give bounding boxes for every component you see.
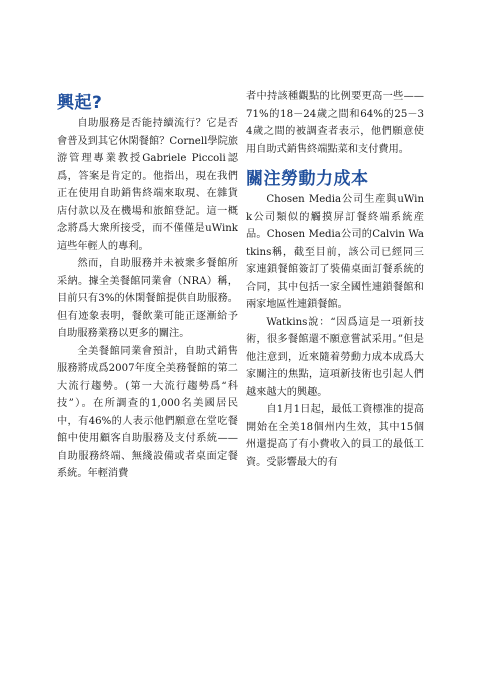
right-column	[246, 88, 424, 471]
paragraph: 然而，自助服務并未被衆多餐館所采納。據全美餐館同業會（NRA）稱，目前只有3%的休閑餐館提供自助服務。但有迹象表明，餐飲業可能正逐漸給予自助服務業務以更多的關注。	[57, 258, 238, 339]
section-heading-rise: 興起?	[57, 93, 103, 113]
paragraph: Chosen Media公司生産與uWink公司類似的觸摸屏訂餐終端系統産品。Chosen Media公司的Calvin Watkins稱，截至目前，該公司已經同三家連鎖餐館簽訂了裝備桌面訂餐系統的合同，其中包括一家全國性連鎖餐館和兩家地區性連鎖餐館。	[246, 194, 424, 310]
paragraph: 自助服務是否能持續流行？它是否會普及到其它休閑餐館？Cornell學院旅游管理專業教授Gabriele Piccoli認爲，答案是肯定的。他指出，現在我們正在使用自助銷售終端來取現、在雜貨店付款以及在機場和旅館登記。這一概念將爲大衆所接受，而不僅僅是uWink這些年輕人的專利。	[57, 118, 238, 252]
paragraph: 全美餐館同業會預計，自助式銷售服務將成爲2007年度全美務餐館的第二大流行趨勢。(第一大流行趨勢爲“科技”）。在所調查的1,000名美國居民中，有46%的人表示他們願意在堂吃餐館中使用顧客自助服務及支付系統——自助服務終端、無綫設備或者桌面定餐系統。年輕消費	[57, 345, 238, 479]
paragraph: 自1月1日起，最低工資標准的提高開始在全美18個州内生效，其中15個州還提高了有小費收入的員工的最低工資。受影響最大的有	[246, 404, 424, 468]
section-heading-labor-cost: 關注勞動力成本	[246, 169, 369, 189]
paragraph: Watkins說：“因爲這是一項新技術，很多餐館還不願意嘗試采用。”但是他注意到，近來隨着勞動力成本成爲大家關注的焦點，這項新技術也引起人們越來越大的興趣。	[246, 316, 424, 398]
left-column	[57, 88, 238, 483]
paragraph-continuation: 者中持該種觀點的比例要更高一些——71%的18－24歲之間和64%的25－34歲之間的被調查者表示，他們願意使用自助式銷售終端點菜和支付費用。	[246, 91, 424, 155]
